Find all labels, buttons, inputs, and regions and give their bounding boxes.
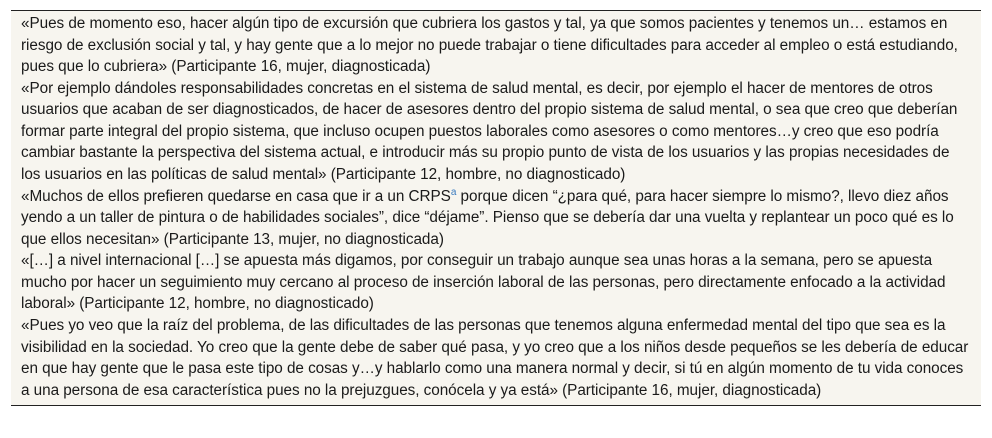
quotes-table [11, 10, 981, 406]
quote-3-text-end: porque dicen “¿para qué, para hacer siempre lo mismo?, llevo diez años yendo a un taller de pintura o de habilidades sociales”, dice “déjame”. Pienso que se debería dar una vuelta y replantear un poco qué es lo que ellos necesitan» (Participante 13, mujer, no diagnosticada) [21, 187, 954, 248]
quote-3-text-start: «Muchos de ellos prefieren quedarse en casa que ir a un CRPS [21, 187, 451, 205]
quote-2: «Por ejemplo dándoles responsabilidades concretas en el sistema de salud mental, es decir, por ejemplo el hacer de mentores de otros usuarios que acaban de ser diagnosticados, de hacer de asesores dentro del propio sistema de salud mental, o sea que creo que deberían formar parte integral del propio sistema, que incluso ocupen puestos laborales como asesores o como mentores…y creo que eso podría cambiar bastante la perspectiva del sistema actual, e introducir más su propio punto de vista de los usuarios y las propias necesidades de los usuarios en las políticas de salud mental» (Participante 12, hombre, no diagnosticado) [21, 79, 958, 183]
quote-3 [21, 186, 981, 251]
quote-1: «Pues de momento eso, hacer algún tipo de excursión que cubriera los gastos y tal, ya que somos pacientes y tenemos un… estamos en riesgo de exclusión social y tal, y hay gente que a lo mejor no puede trabajar o tiene dificultades para acceder al empleo o está estudiando, pues que lo cubriera» (Participante 16, mujer, diagnosticada) [21, 15, 958, 75]
footnote-link[interactable]: a [450, 186, 457, 198]
quote-4: «[…] a nivel internacional […] se apuesta más digamos, por conseguir un trabajo aunque sea unas horas a la semana, pero se apuesta mucho por hacer un seguimiento muy cercano al proceso de inserción laboral de las personas, pero directamente enfocado a la actividad laboral» (Participante 12, hombre, no diagnosticado) [21, 252, 946, 313]
quote-5: «Pues yo veo que la raíz del problema, de las dificultades de las personas que tenemos alguna enfermedad mental del tipo que sea es la visibilidad en la sociedad. Yo creo que la gente debe de saber qué pasa, y yo creo que a los niños desde pequeños se les debería de educar en que hay gente que le pasa este tipo de cosas y…y hablarlo como una manera normal y decir, si tú en algún momento de tu vida conoces a una persona de esa característica pues no la prejuzgues, conócela y ya está» (Participante 16, mujer, diagnosticada) [21, 317, 969, 399]
